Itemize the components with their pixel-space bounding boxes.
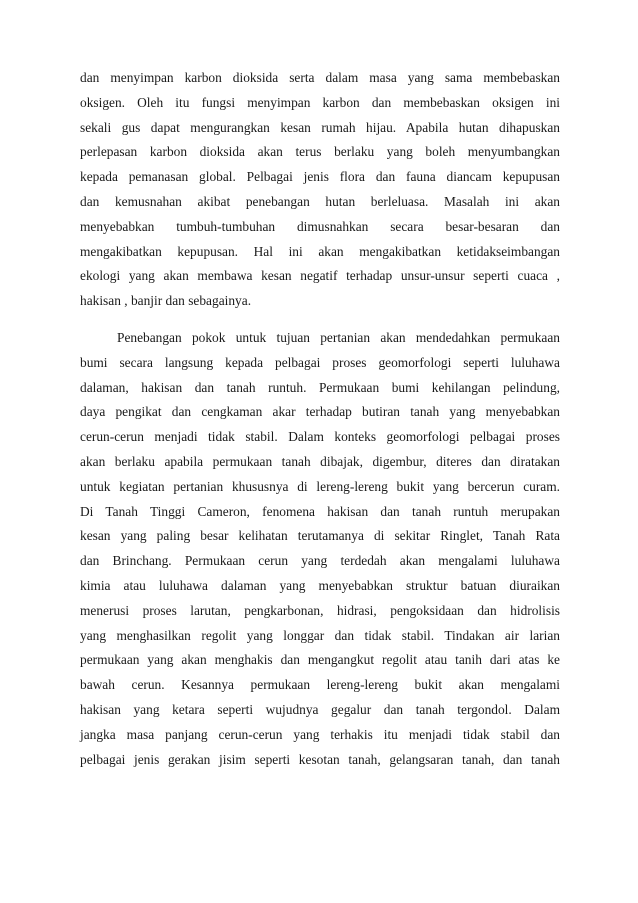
text-line: dan menyimpan karbon dioksida serta dalam masa yang sama membebaskan bbox=[80, 70, 560, 85]
text-line: dan Brinchang. Permukaan cerun yang terdedah akan mengalami luluhawa bbox=[80, 553, 560, 569]
text-line: perlepasan karbon dioksida akan terus berlaku yang boleh menyumbangkan bbox=[80, 144, 560, 160]
text-line: mengakibatkan kepupusan. Hal ini akan mengakibatkan ketidakseimbangan bbox=[80, 243, 560, 259]
text-line: akan berlaku apabila permukaan tanah dibajak, digembur, diteres dan diratakan bbox=[80, 453, 560, 469]
text-line: ekologi yang akan membawa kesan negatif terhadap unsur-unsur seperti cuaca , bbox=[80, 268, 560, 284]
text-line: menyebabkan tumbuh-tumbuhan dimusnahkan secara besar-besaran dan bbox=[80, 218, 560, 234]
text-line: menerusi proses larutan, pengkarbonan, hidrasi, pengoksidaan dan hidrolisis bbox=[80, 602, 560, 618]
paragraph-1 bbox=[80, 66, 560, 314]
paragraph-2 bbox=[80, 326, 560, 772]
text-line: bawah cerun. Kesannya permukaan lereng-lereng bukit akan mengalami bbox=[80, 677, 560, 693]
text-line: cerun-cerun menjadi tidak stabil. Dalam konteks geomorfologi pelbagai proses bbox=[80, 429, 560, 445]
text-line: Penebangan pokok untuk tujuan pertanian akan mendedahkan permukaan bbox=[117, 329, 560, 345]
text-line: daya pengikat dan cengkaman akar terhadap butiran tanah yang menyebabkan bbox=[80, 404, 560, 420]
text-line: jangka masa panjang cerun-cerun yang terhakis itu menjadi tidak stabil dan bbox=[80, 726, 560, 742]
text-line: bumi secara langsung kepada pelbagai proses geomorfologi seperti luluhawa bbox=[80, 354, 560, 370]
text-line: dan kemusnahan akibat penebangan hutan berleluasa. Masalah ini akan bbox=[80, 193, 560, 209]
text-line: hakisan yang ketara seperti wujudnya gegalur dan tanah tergondol. Dalam bbox=[80, 701, 560, 717]
text-line: yang menghasilkan regolit yang longgar dan tidak stabil. Tindakan air larian bbox=[80, 627, 560, 643]
text-line: kesan yang paling besar kelihatan terutamanya di sekitar Ringlet, Tanah Rata bbox=[80, 528, 560, 544]
text-line: sekali gus dapat mengurangkan kesan rumah hijau. Apabila hutan dihapuskan bbox=[80, 119, 560, 135]
text-line: kimia atau luluhawa dalaman yang menyebabkan struktur batuan diuraikan bbox=[80, 577, 560, 593]
text-line: dalaman, hakisan dan tanah runtuh. Permukaan bumi kehilangan pelindung, bbox=[80, 379, 560, 395]
text-line: hakisan , banjir dan sebagainya. bbox=[80, 293, 252, 309]
text-line: kepada pemanasan global. Pelbagai jenis flora dan fauna diancam kepupusan bbox=[80, 169, 560, 185]
document-page bbox=[80, 66, 560, 772]
text-line: pelbagai jenis gerakan jisim seperti kesotan tanah, gelangsaran tanah, dan tanah bbox=[80, 751, 560, 767]
text-line: permukaan yang akan menghakis dan mengangkut regolit atau tanih dari atas ke bbox=[80, 652, 560, 668]
text-line: untuk kegiatan pertanian khususnya di lereng-lereng bukit yang bercerun curam. bbox=[80, 478, 560, 494]
text-line: Di Tanah Tinggi Cameron, fenomena hakisan dan tanah runtuh merupakan bbox=[80, 503, 560, 519]
text-line: oksigen. Oleh itu fungsi menyimpan karbon dan membebaskan oksigen ini bbox=[80, 94, 560, 110]
